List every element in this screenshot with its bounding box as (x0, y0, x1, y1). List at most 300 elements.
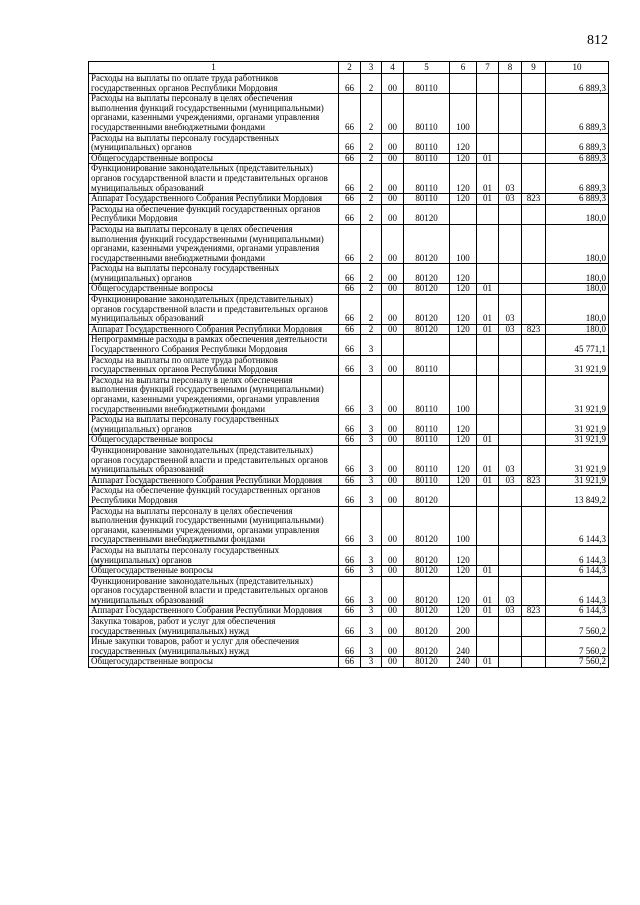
header-cell: 10 (546, 62, 609, 74)
code-cell: 80120 (404, 606, 450, 617)
code-cell (499, 153, 522, 164)
code-cell: 66 (339, 74, 361, 94)
row-name: Расходы на выплаты персоналу в целях обеспечения выполнения функций государственными (муниципальными) органами, казенными учреждениями, органами управления государственными внебюджетными фондами (89, 375, 339, 414)
amount-cell: 180,0 (546, 224, 609, 263)
code-cell: 3 (361, 576, 382, 606)
code-cell (499, 435, 522, 446)
row-name: Расходы на обеспечение функций государственных органов Республики Мордовия (89, 204, 339, 224)
code-cell: 240 (450, 657, 477, 668)
code-cell: 120 (450, 606, 477, 617)
code-cell: 66 (339, 545, 361, 565)
amount-cell: 31 921,9 (546, 415, 609, 435)
row-name: Расходы на выплаты персоналу государственных (муниципальных) органов (89, 415, 339, 435)
code-cell: 01 (477, 153, 499, 164)
code-cell (522, 164, 546, 194)
code-cell: 120 (450, 415, 477, 435)
code-cell: 00 (382, 284, 404, 295)
row-name: Расходы на выплаты персоналу государственных (муниципальных) органов (89, 264, 339, 284)
code-cell: 3 (361, 545, 382, 565)
code-cell: 01 (477, 566, 499, 577)
code-cell (477, 375, 499, 414)
page-number: 812 (587, 33, 608, 48)
code-cell (382, 335, 404, 355)
code-cell: 66 (339, 375, 361, 414)
amount-cell: 31 921,9 (546, 355, 609, 375)
code-cell: 00 (382, 475, 404, 486)
code-cell: 120 (450, 566, 477, 577)
header-cell: 6 (450, 62, 477, 74)
code-cell: 3 (361, 335, 382, 355)
row-name: Расходы на выплаты персоналу в целях обеспечения выполнения функций государственными (муниципальными) органами, казенными учреждениями, органами управления государственными внебюджетными фондами (89, 94, 339, 133)
code-cell (404, 335, 450, 355)
code-cell (522, 94, 546, 133)
code-cell (522, 284, 546, 295)
code-cell: 66 (339, 335, 361, 355)
code-cell: 120 (450, 164, 477, 194)
code-cell: 00 (382, 133, 404, 153)
code-cell: 00 (382, 375, 404, 414)
code-cell: 00 (382, 264, 404, 284)
code-cell: 66 (339, 435, 361, 446)
row-name: Общегосударственные вопросы (89, 284, 339, 295)
code-cell: 66 (339, 295, 361, 325)
code-cell: 03 (499, 324, 522, 335)
table-row (89, 94, 609, 133)
row-name: Расходы на выплаты персоналу государственных (муниципальных) органов (89, 545, 339, 565)
code-cell: 2 (361, 133, 382, 153)
table-row (89, 74, 609, 94)
table-row (89, 506, 609, 545)
amount-cell: 180,0 (546, 204, 609, 224)
header-cell: 5 (404, 62, 450, 74)
code-cell: 823 (522, 475, 546, 486)
code-cell (477, 506, 499, 545)
code-cell: 120 (450, 284, 477, 295)
code-cell: 80110 (404, 435, 450, 446)
code-cell (522, 445, 546, 475)
code-cell: 80110 (404, 153, 450, 164)
code-cell: 2 (361, 204, 382, 224)
code-cell: 3 (361, 657, 382, 668)
code-cell: 80110 (404, 375, 450, 414)
code-cell: 01 (477, 194, 499, 205)
table-row (89, 295, 609, 325)
code-cell (450, 74, 477, 94)
code-cell: 00 (382, 657, 404, 668)
code-cell: 66 (339, 153, 361, 164)
code-cell (522, 133, 546, 153)
code-cell: 3 (361, 375, 382, 414)
code-cell: 66 (339, 133, 361, 153)
code-cell: 80120 (404, 576, 450, 606)
code-cell (522, 657, 546, 668)
table-row (89, 415, 609, 435)
code-cell (522, 435, 546, 446)
row-name: Аппарат Государственного Собрания Республики Мордовия (89, 324, 339, 335)
code-cell: 100 (450, 375, 477, 414)
code-cell: 01 (477, 324, 499, 335)
code-cell: 03 (499, 606, 522, 617)
code-cell: 80110 (404, 164, 450, 194)
row-name: Расходы на выплаты персоналу в целях обеспечения выполнения функций государственными (муниципальными) органами, казенными учреждениями, органами управления государственными внебюджетными фондами (89, 506, 339, 545)
code-cell: 00 (382, 576, 404, 606)
code-cell (522, 375, 546, 414)
code-cell (499, 657, 522, 668)
amount-cell: 31 921,9 (546, 445, 609, 475)
code-cell: 66 (339, 506, 361, 545)
header-cell: 4 (382, 62, 404, 74)
code-cell: 3 (361, 566, 382, 577)
code-cell: 00 (382, 324, 404, 335)
code-cell (522, 576, 546, 606)
table-row (89, 606, 609, 617)
code-cell: 3 (361, 435, 382, 446)
code-cell: 01 (477, 606, 499, 617)
code-cell: 00 (382, 486, 404, 506)
code-cell: 823 (522, 324, 546, 335)
header-cell: 9 (522, 62, 546, 74)
code-cell: 00 (382, 164, 404, 194)
code-cell: 66 (339, 657, 361, 668)
amount-cell: 6 889,3 (546, 164, 609, 194)
table-row (89, 375, 609, 414)
code-cell: 80120 (404, 637, 450, 657)
amount-cell: 6 144,3 (546, 506, 609, 545)
row-name: Закупка товаров, работ и услуг для обеспечения государственных (муниципальных) нужд (89, 617, 339, 637)
code-cell: 3 (361, 355, 382, 375)
row-name: Расходы на выплаты персоналу в целях обеспечения выполнения функций государственными (муниципальными) органами, казенными учреждениями, органами управления государственными внебюджетными фондами (89, 224, 339, 263)
budget-table (88, 61, 609, 668)
code-cell: 01 (477, 445, 499, 475)
code-cell: 80110 (404, 74, 450, 94)
row-name: Непрограммные расходы в рамках обеспечения деятельности Государственного Собрания Республики Мордовия (89, 335, 339, 355)
code-cell (522, 153, 546, 164)
code-cell: 823 (522, 194, 546, 205)
row-name: Расходы на выплаты по оплате труда работников государственных органов Республики Мордовия (89, 355, 339, 375)
code-cell (522, 264, 546, 284)
amount-cell: 45 771,1 (546, 335, 609, 355)
code-cell (477, 545, 499, 565)
code-cell: 120 (450, 194, 477, 205)
code-cell (522, 486, 546, 506)
code-cell: 00 (382, 435, 404, 446)
code-cell: 00 (382, 153, 404, 164)
row-name: Иные закупки товаров, работ и услуг для обеспечения государственных (муниципальных) нужд (89, 637, 339, 657)
code-cell (450, 204, 477, 224)
code-cell: 00 (382, 445, 404, 475)
code-cell: 66 (339, 355, 361, 375)
row-name: Общегосударственные вопросы (89, 657, 339, 668)
code-cell (522, 506, 546, 545)
code-cell (499, 545, 522, 565)
code-cell: 01 (477, 475, 499, 486)
code-cell (477, 617, 499, 637)
code-cell: 3 (361, 617, 382, 637)
header-cell: 2 (339, 62, 361, 74)
amount-cell: 6 144,3 (546, 606, 609, 617)
amount-cell: 6 889,3 (546, 133, 609, 153)
row-name: Аппарат Государственного Собрания Республики Мордовия (89, 475, 339, 486)
code-cell: 80110 (404, 415, 450, 435)
code-cell: 66 (339, 486, 361, 506)
code-cell: 80120 (404, 295, 450, 325)
code-cell (522, 74, 546, 94)
code-cell: 80120 (404, 264, 450, 284)
code-cell: 80120 (404, 224, 450, 263)
code-cell (499, 375, 522, 414)
code-cell: 66 (339, 94, 361, 133)
code-cell: 66 (339, 617, 361, 637)
code-cell: 03 (499, 445, 522, 475)
code-cell: 100 (450, 94, 477, 133)
code-cell: 00 (382, 295, 404, 325)
code-cell: 00 (382, 415, 404, 435)
code-cell: 66 (339, 445, 361, 475)
table-row (89, 133, 609, 153)
code-cell: 01 (477, 284, 499, 295)
table-row (89, 153, 609, 164)
code-cell: 120 (450, 576, 477, 606)
code-cell: 80120 (404, 204, 450, 224)
code-cell (499, 355, 522, 375)
code-cell (522, 545, 546, 565)
code-cell: 80110 (404, 133, 450, 153)
table-row (89, 264, 609, 284)
amount-cell: 31 921,9 (546, 435, 609, 446)
code-cell: 3 (361, 475, 382, 486)
table-row (89, 566, 609, 577)
table-row (89, 657, 609, 668)
code-cell: 01 (477, 295, 499, 325)
amount-cell: 31 921,9 (546, 475, 609, 486)
code-cell (450, 335, 477, 355)
code-cell: 2 (361, 264, 382, 284)
table-row (89, 194, 609, 205)
code-cell: 03 (499, 576, 522, 606)
code-cell: 00 (382, 224, 404, 263)
header-cell: 8 (499, 62, 522, 74)
code-cell: 120 (450, 295, 477, 325)
code-cell (499, 617, 522, 637)
code-cell: 66 (339, 475, 361, 486)
code-cell: 80120 (404, 617, 450, 637)
amount-cell: 7 560,2 (546, 617, 609, 637)
amount-cell: 180,0 (546, 324, 609, 335)
table-row (89, 355, 609, 375)
code-cell: 120 (450, 475, 477, 486)
code-cell (499, 284, 522, 295)
code-cell: 3 (361, 445, 382, 475)
code-cell: 66 (339, 415, 361, 435)
code-cell (522, 637, 546, 657)
table-row (89, 284, 609, 295)
code-cell (499, 566, 522, 577)
code-cell: 80120 (404, 657, 450, 668)
code-cell (450, 486, 477, 506)
code-cell (499, 94, 522, 133)
row-name: Функционирование законодательных (представительных) органов государственной власти и представительных органов муниципальных образований (89, 576, 339, 606)
code-cell (499, 204, 522, 224)
table-row (89, 445, 609, 475)
amount-cell: 6 889,3 (546, 74, 609, 94)
code-cell (499, 224, 522, 263)
code-cell: 120 (450, 153, 477, 164)
table-row (89, 204, 609, 224)
code-cell: 03 (499, 194, 522, 205)
code-cell (522, 355, 546, 375)
table-row (89, 475, 609, 486)
code-cell (522, 566, 546, 577)
code-cell: 66 (339, 637, 361, 657)
amount-cell: 180,0 (546, 295, 609, 325)
code-cell: 3 (361, 415, 382, 435)
code-cell (522, 335, 546, 355)
code-cell: 2 (361, 224, 382, 263)
row-name: Общегосударственные вопросы (89, 566, 339, 577)
row-name: Функционирование законодательных (представительных) органов государственной власти и представительных органов муниципальных образований (89, 295, 339, 325)
code-cell: 80120 (404, 545, 450, 565)
code-cell: 3 (361, 606, 382, 617)
code-cell: 80110 (404, 355, 450, 375)
code-cell: 03 (499, 164, 522, 194)
code-cell: 120 (450, 435, 477, 446)
code-cell (499, 415, 522, 435)
code-cell: 2 (361, 153, 382, 164)
code-cell (477, 264, 499, 284)
code-cell: 00 (382, 204, 404, 224)
code-cell: 80120 (404, 566, 450, 577)
amount-cell: 6 889,3 (546, 153, 609, 164)
code-cell (499, 486, 522, 506)
code-cell: 66 (339, 606, 361, 617)
code-cell: 00 (382, 194, 404, 205)
code-cell: 200 (450, 617, 477, 637)
table-row (89, 637, 609, 657)
amount-cell: 6 144,3 (546, 566, 609, 577)
code-cell: 01 (477, 657, 499, 668)
code-cell: 2 (361, 295, 382, 325)
row-name: Функционирование законодательных (представительных) органов государственной власти и представительных органов муниципальных образований (89, 164, 339, 194)
table-header-row (89, 62, 609, 74)
code-cell (477, 74, 499, 94)
amount-cell: 7 560,2 (546, 657, 609, 668)
code-cell: 66 (339, 324, 361, 335)
code-cell (499, 335, 522, 355)
code-cell (499, 74, 522, 94)
code-cell: 66 (339, 576, 361, 606)
code-cell: 66 (339, 264, 361, 284)
code-cell: 2 (361, 94, 382, 133)
code-cell: 2 (361, 194, 382, 205)
code-cell (477, 224, 499, 263)
row-name: Расходы на обеспечение функций государственных органов Республики Мордовия (89, 486, 339, 506)
amount-cell: 7 560,2 (546, 637, 609, 657)
amount-cell: 180,0 (546, 264, 609, 284)
table-row (89, 324, 609, 335)
row-name: Расходы на выплаты по оплате труда работников государственных органов Республики Мордовия (89, 74, 339, 94)
code-cell: 00 (382, 617, 404, 637)
code-cell: 823 (522, 606, 546, 617)
row-name: Функционирование законодательных (представительных) органов государственной власти и представительных органов муниципальных образований (89, 445, 339, 475)
code-cell: 00 (382, 545, 404, 565)
row-name: Аппарат Государственного Собрания Республики Мордовия (89, 606, 339, 617)
code-cell: 120 (450, 324, 477, 335)
header-cell: 1 (89, 62, 339, 74)
code-cell (499, 637, 522, 657)
code-cell (477, 204, 499, 224)
table-row (89, 435, 609, 446)
code-cell: 3 (361, 637, 382, 657)
code-cell: 00 (382, 355, 404, 375)
amount-cell: 6 889,3 (546, 194, 609, 205)
code-cell: 80120 (404, 324, 450, 335)
code-cell (499, 264, 522, 284)
code-cell: 120 (450, 133, 477, 153)
table-row (89, 486, 609, 506)
code-cell: 01 (477, 576, 499, 606)
code-cell: 80120 (404, 284, 450, 295)
row-name: Общегосударственные вопросы (89, 153, 339, 164)
code-cell: 00 (382, 566, 404, 577)
code-cell: 2 (361, 284, 382, 295)
code-cell: 120 (450, 545, 477, 565)
code-cell: 66 (339, 194, 361, 205)
table-row (89, 335, 609, 355)
code-cell: 66 (339, 224, 361, 263)
code-cell: 03 (499, 295, 522, 325)
code-cell: 66 (339, 164, 361, 194)
code-cell (477, 133, 499, 153)
header-cell: 7 (477, 62, 499, 74)
code-cell: 00 (382, 637, 404, 657)
code-cell: 66 (339, 284, 361, 295)
code-cell: 100 (450, 506, 477, 545)
amount-cell: 31 921,9 (546, 375, 609, 414)
code-cell: 80110 (404, 94, 450, 133)
code-cell: 03 (499, 475, 522, 486)
code-cell: 66 (339, 204, 361, 224)
code-cell: 240 (450, 637, 477, 657)
code-cell: 120 (450, 264, 477, 284)
code-cell (522, 415, 546, 435)
table-row (89, 545, 609, 565)
code-cell: 2 (361, 324, 382, 335)
code-cell: 80120 (404, 506, 450, 545)
code-cell: 01 (477, 435, 499, 446)
code-cell (499, 133, 522, 153)
row-name: Расходы на выплаты персоналу государственных (муниципальных) органов (89, 133, 339, 153)
code-cell: 80110 (404, 475, 450, 486)
amount-cell: 6 144,3 (546, 545, 609, 565)
row-name: Аппарат Государственного Собрания Республики Мордовия (89, 194, 339, 205)
code-cell (477, 335, 499, 355)
header-cell: 3 (361, 62, 382, 74)
code-cell (477, 637, 499, 657)
code-cell: 66 (339, 566, 361, 577)
table-row (89, 617, 609, 637)
code-cell (522, 617, 546, 637)
table-row (89, 576, 609, 606)
code-cell (522, 295, 546, 325)
code-cell: 80110 (404, 445, 450, 475)
code-cell: 3 (361, 506, 382, 545)
code-cell: 2 (361, 164, 382, 194)
table-row (89, 224, 609, 263)
code-cell (522, 224, 546, 263)
code-cell: 00 (382, 606, 404, 617)
code-cell: 80110 (404, 194, 450, 205)
code-cell (450, 355, 477, 375)
